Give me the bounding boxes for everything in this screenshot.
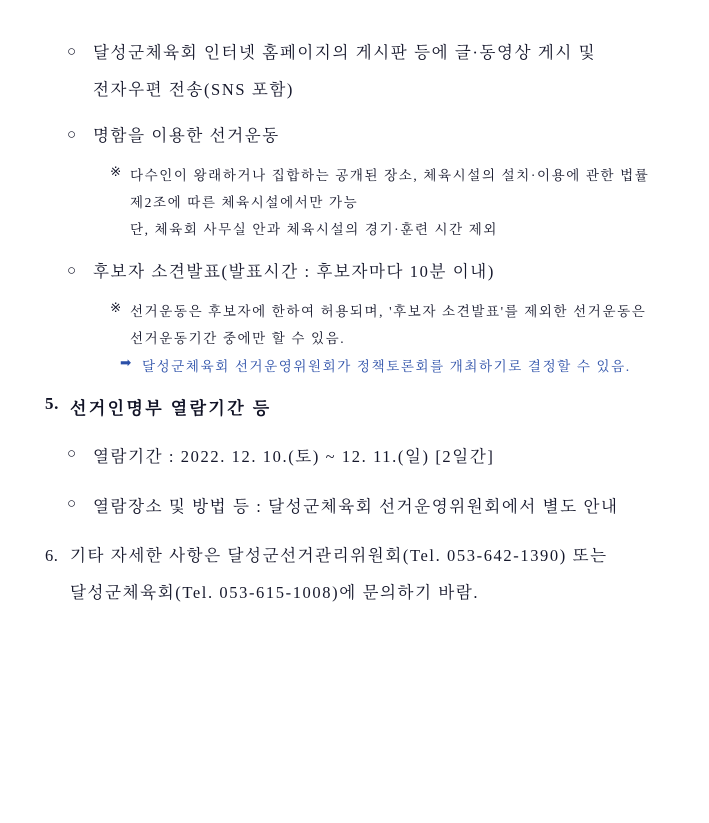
item-2-line-1: 명함을 이용한 선거운동 (93, 126, 280, 145)
bullet-icon: ○ (67, 263, 77, 279)
item-1-line-2: 전자우편 전송(SNS 포함) (93, 80, 295, 99)
item-3-note-1: 선거운동은 후보자에 한하여 허용되며, '후보자 소견발표'를 제외한 선거운동은 (130, 304, 647, 319)
item-3-note-marker: ※ (110, 300, 122, 315)
item-3-line-1: 후보자 소견발표(발표시간 : 후보자마다 10분 이내) (93, 262, 495, 281)
item-2-note-marker: ※ (110, 164, 122, 179)
bullet-icon: ○ (67, 446, 77, 462)
arrow-icon: ➡ (120, 355, 132, 370)
section-6-line-2: 달성군체육회(Tel. 053-615-1008)에 문의하기 바람. (70, 583, 480, 602)
section-5-item-1: 열람기간 : 2022. 12. 10.(토) ~ 12. 11.(일) [2일간] (93, 447, 495, 466)
section-5-item-2: 열람장소 및 방법 등 : 달성군체육회 선거운영위원회에서 별도 안내 (93, 497, 619, 516)
section-6-number: 6. (45, 546, 59, 565)
item-2-note-2: 제2조에 따른 체육시설에서만 가능 (130, 195, 359, 210)
item-1-line-1: 달성군체육회 인터넷 홈페이지의 게시판 등에 글·동영상 게시 및 (93, 43, 597, 62)
item-2-note-3: 단, 체육회 사무실 안과 체육시설의 경기·훈련 시간 제외 (130, 222, 498, 237)
item-2-note-1: 다수인이 왕래하거나 집합하는 공개된 장소, 체육시설의 설치·이용에 관한 법률 (130, 168, 650, 183)
item-3-arrow-note: 달성군체육회 선거운영위원회가 정책토론회를 개최하기로 결정할 수 있음. (142, 359, 631, 374)
section-5-number: 5. (45, 394, 59, 413)
section-6-line-1: 기타 자세한 사항은 달성군선거관리위원회(Tel. 053-642-1390) 또는 (70, 546, 608, 565)
bullet-icon: ○ (67, 496, 77, 512)
item-3-note-2: 선거운동기간 중에만 할 수 있음. (130, 331, 346, 346)
section-5-title: 선거인명부 열람기간 등 (70, 399, 272, 418)
bullet-icon: ○ (67, 127, 77, 143)
bullet-icon: ○ (67, 44, 77, 60)
